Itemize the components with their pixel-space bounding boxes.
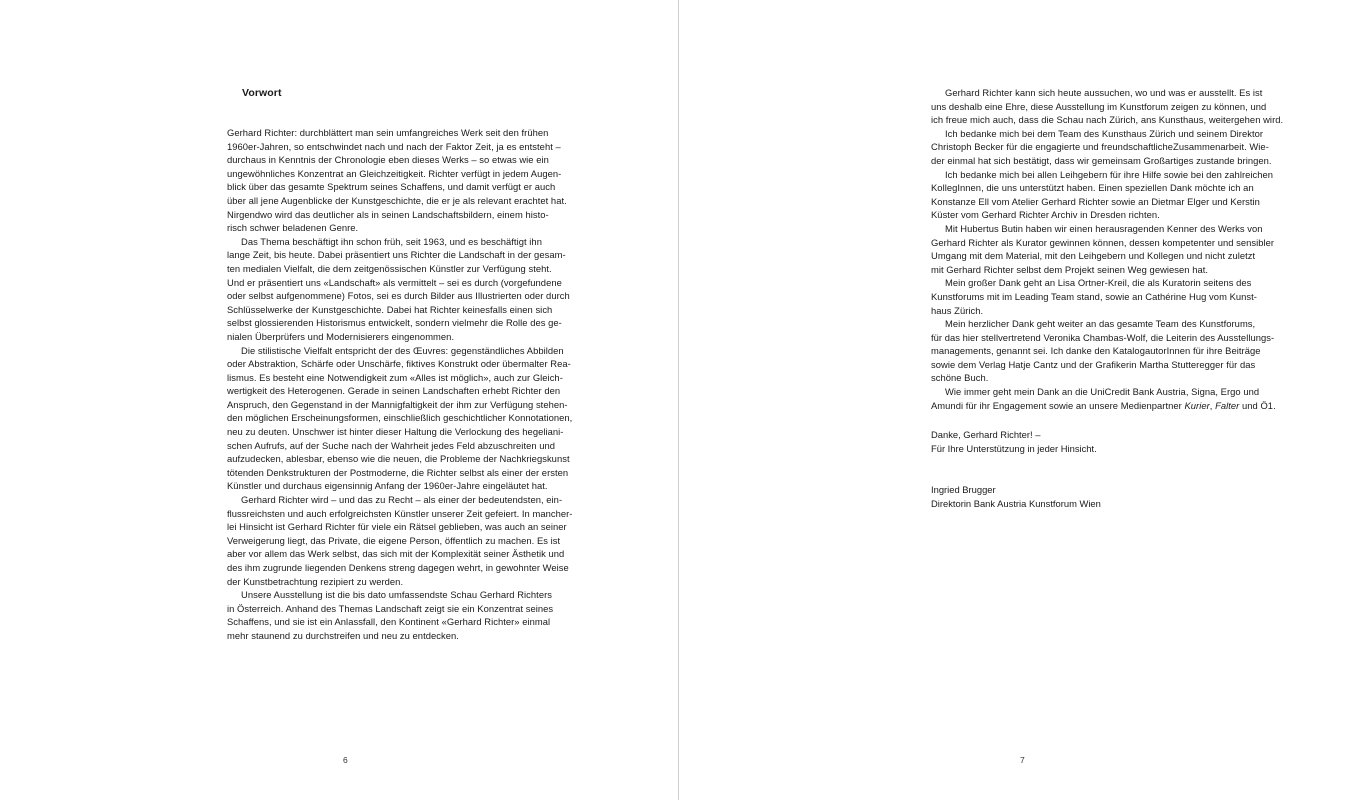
signature	[931, 483, 1101, 510]
text-line: flussreichsten und auch erfolgreichsten Künstler unserer Zeit gefeiert. In mancher-	[227, 507, 573, 519]
text-line: Schlüsselwerke der Kunstgeschichte. Dabei hat Richter keinesfalls einen sich	[227, 303, 553, 315]
text-line: Ich bedanke mich bei allen Leihgebern für ihre Hilfe sowie bei den zahlreichen	[945, 168, 1274, 180]
text-line: neu zu deuten. Unschwer ist hinter dieser Haltung die Verlockung des hegeliani-	[227, 426, 564, 438]
text-line: schen Aufrufs, auf der Suche nach der Wahrheit jedes Feld abzuschreiten und	[227, 439, 556, 451]
text-fragment: und Ö1.	[1239, 399, 1276, 411]
text-line: Konstanze Ell vom Atelier Gerhard Richter sowie an Dietmar Elger und Kerstin	[931, 195, 1260, 207]
text-line: 1960er-Jahren, so entschwindet nach und nach der Faktor Zeit, ja es entsteht –	[227, 140, 561, 152]
text-line: haus Zürich.	[931, 304, 984, 316]
text-line: Gerhard Richter: durchblättert man sein umfangreiches Werk seit den frühen	[227, 127, 549, 138]
signatory-title: Direktorin Bank Austria Kunstforum Wien	[931, 497, 1101, 509]
text-line: der Kunstbetrachtung rezipiert zu werden.	[227, 575, 404, 587]
text-line: Und er präsentiert uns «Landschaft» als vermittelt – sei es durch (vorgefundene	[227, 276, 562, 288]
text-line: nialen Überprüfers und Modernisierers eingenommen.	[227, 330, 455, 342]
text-line: sowie dem Verlag Hatje Cantz und der Grafikerin Martha Stutteregger für das	[931, 358, 1256, 370]
text-fragment: Amundi für ihr Engagement sowie an unsere Medienpartner	[931, 399, 1185, 411]
page-number: 6	[343, 755, 348, 765]
text-line: Küster vom Gerhard Richter Archiv in Dresden richten.	[931, 209, 1160, 221]
text-line: lange Zeit, bis heute. Dabei präsentiert uns Richter die Landschaft in der gesam-	[227, 249, 566, 261]
body-text	[227, 126, 572, 643]
text-line: Ich bedanke mich bei dem Team des Kunsthaus Zürich und seinem Direktor	[945, 127, 1264, 139]
text-line: mit Gerhard Richter selbst dem Projekt seinen Weg gewiesen hat.	[931, 263, 1209, 275]
text-line: Gerhard Richter kann sich heute aussuchen, wo und was er ausstellt. Es ist	[945, 87, 1263, 98]
text-line: der einmal hat sich bestätigt, dass wir gemeinsam Großartiges zustande bringen.	[931, 154, 1272, 166]
text-line: über all jene Augenblicke der Kunstgeschichte, die er je als relevant erachtet hat.	[227, 194, 567, 206]
text-line: Umgang mit dem Material, mit den Leihgebern und Kollegen und nicht zuletzt	[931, 250, 1256, 262]
text-line: in Österreich. Anhand des Themas Landschaft zeigt sie ein Konzentrat seines	[227, 602, 554, 614]
text-line: ich freue mich auch, dass die Schau nach Zürich, ans Kunsthaus, weitergehen wird.	[931, 114, 1284, 126]
text-line: Wie immer geht mein Dank an die UniCredit Bank Austria, Signa, Ergo und	[945, 386, 1260, 398]
text-line: Das Thema beschäftigt ihn schon früh, seit 1963, und es beschäftigt ihn	[241, 235, 542, 247]
text-line: Mit Hubertus Butin haben wir einen herausragenden Kenner des Werks von	[945, 222, 1263, 234]
page-number: 7	[1020, 755, 1025, 765]
text-line	[931, 399, 1283, 413]
text-line: Gerhard Richter als Kurator gewinnen können, dessen kompetenter und sensibler	[931, 236, 1275, 248]
text-line: des ihm zugrunde liegenden Denkens streng dagegen wehrt, in gewohnter Weise	[227, 562, 569, 573]
text-line: Künstler und durchaus eigensinnig Anfang der 1960er-Jahre eingeläutet hat.	[227, 480, 548, 492]
text-line: aber vor allem das Werk selbst, das sich mit der Komplexität seiner Ästhetik und	[227, 548, 565, 560]
text-line: blick über das gesamte Spektrum seines Schaffens, und damit verfügt er auch	[227, 181, 556, 193]
text-line: lismus. Es besteht eine Notwendigkeit zum «Alles ist möglich», auch zur Gleich-	[227, 371, 563, 383]
text-line: risch schwer beladenen Genre.	[227, 222, 359, 234]
right-page	[679, 0, 1357, 800]
text-line: den möglichen Erscheinungsformen, einschließlich geschichtlicher Konnotationen,	[227, 412, 573, 424]
text-line: Die stilistische Vielfalt entspricht der des Œuvres: gegenständliches Abbilden	[241, 344, 564, 356]
text-line: Danke, Gerhard Richter! –	[931, 429, 1041, 440]
closing-thanks	[931, 428, 1097, 455]
text-line: Gerhard Richter wird – und das zu Recht – als einer der bedeutendsten, ein-	[241, 494, 563, 506]
text-line: aufzudecken, ablesbar, ebenso wie die neuen, die Probleme der Nachkriegskunst	[227, 453, 570, 465]
text-line: Mein herzlicher Dank geht weiter an das gesamte Team des Kunstforums,	[945, 318, 1256, 330]
page-title: Vorwort	[242, 87, 282, 99]
text-line: Schaffens, und sie ist ein Anlassfall, den Kontinent «Gerhard Richter» einmal	[227, 616, 551, 628]
text-line: lei Hinsicht ist Gerhard Richter für viele ein Rätsel geblieben, was auch an seiner	[227, 521, 567, 533]
text-line: Mein großer Dank geht an Lisa Ortner-Kreil, die als Kuratorin seitens des	[945, 277, 1252, 289]
text-line: tötenden Denkstrukturen der Postmoderne, die Richter selbst als einer der ersten	[227, 466, 569, 478]
text-line: Verweigerung liegt, das Private, die eigene Person, öffentlich zu machen. Es ist	[227, 534, 561, 546]
body-text	[931, 86, 1283, 412]
text-line: schöne Buch.	[931, 372, 989, 384]
media-partner-name: Kurier	[1184, 399, 1210, 411]
text-line: Christoph Becker für die engagierte und freundschaftlicheZusammenarbeit. Wie-	[931, 141, 1269, 153]
text-line: durchaus in Kenntnis der Chronologie eben dieses Werks – so etwas wie ein	[227, 154, 549, 166]
text-line: Anspruch, den Gegenstand in der Mannigfaltigkeit der ihm zur Verfügung stehen-	[227, 398, 568, 410]
text-line: ten medialen Vielfalt, die dem zeitgenössischen Künstler zur Verfügung steht.	[227, 262, 552, 274]
text-line: Unsere Ausstellung ist die bis dato umfassendste Schau Gerhard Richters	[241, 589, 553, 601]
text-line: uns deshalb eine Ehre, diese Ausstellung im Kunstforum zeigen zu können, und	[931, 100, 1267, 112]
text-line: für das hier stellvertretend Veronika Chambas-Wolf, die Leiterin des Ausstellungs-	[931, 331, 1275, 343]
text-line: selbst glossierenden Historismus entwickelt, sondern vielmehr die Rolle des ge-	[227, 317, 562, 329]
text-line: mehr staunend zu durchstreifen und neu zu entdecken.	[227, 629, 459, 641]
text-line: Kunstforums mit im Leading Team stand, sowie an Cathérine Hug vom Kunst-	[931, 290, 1257, 302]
text-line: Für Ihre Unterstützung in jeder Hinsicht.	[931, 442, 1097, 454]
text-fragment: ,	[1209, 399, 1216, 411]
text-line: oder selbst aufgenommene) Fotos, sei es durch Bilder aus Illustrierten oder durch	[227, 290, 570, 302]
text-line: managements, genannt sei. Ich danke den KatalogautorInnen für ihre Beiträge	[931, 345, 1261, 357]
text-line: Nirgendwo wird das deutlicher als in seinen Landschaftsbildern, einem histo-	[227, 208, 549, 220]
text-line: wertigkeit des Heterogenen. Gerade in seinen Landschaften erhebt Richter den	[227, 385, 561, 397]
text-line: KollegInnen, die uns unterstützt haben. Einen speziellen Dank möchte ich an	[931, 182, 1254, 194]
text-line: ungewöhnliches Konzentrat an Gleichzeitigkeit. Richter verfügt in jedem Augen-	[227, 167, 562, 179]
signatory-name: Ingried Brugger	[931, 484, 996, 495]
left-page	[0, 0, 678, 800]
text-line: oder Abstraktion, Schärfe oder Unschärfe, fiktives Konstrukt oder übermalter Rea-	[227, 358, 571, 370]
media-partner-name: Falter	[1215, 399, 1240, 411]
